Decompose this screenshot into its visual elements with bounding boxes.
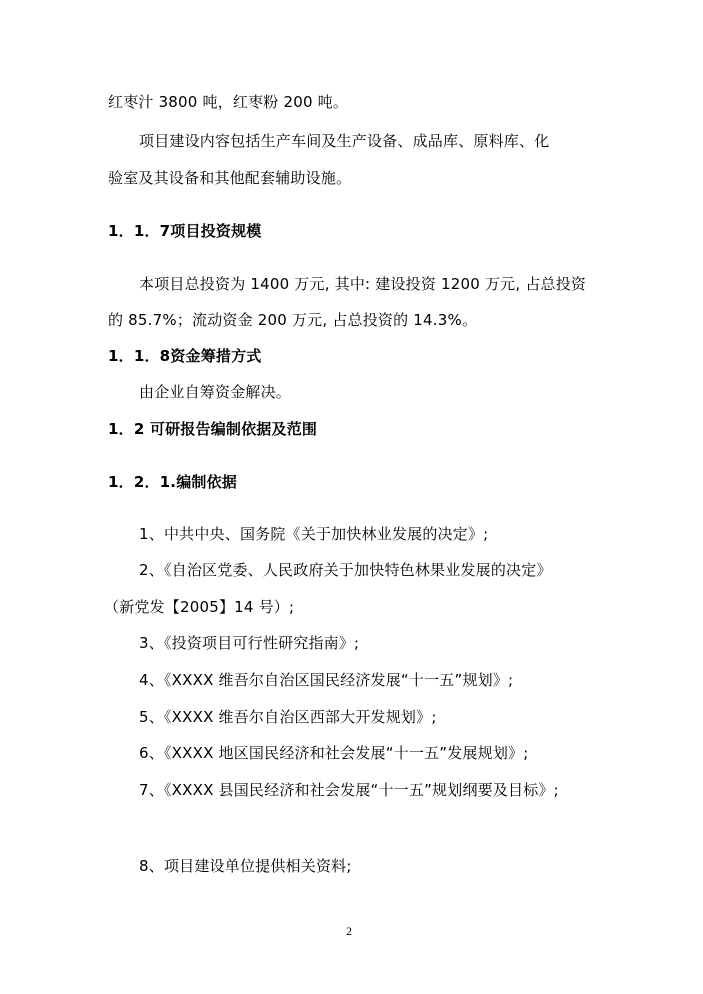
paragraph-line: 本项目总投资为 1400 万元, 其中: 建设投资 1200 万元, 占总投资	[139, 275, 587, 293]
reference-item: 8、项目建设单位提供相关资料;	[139, 857, 352, 875]
paragraph-line: 红枣汁 3800 吨，红枣粉 200 吨。	[108, 93, 349, 111]
paragraph-line: 由企业自筹资金解决。	[139, 383, 292, 401]
paragraph-line: 的 85.7%；流动资金 200 万元, 占总投资的 14.3%。	[108, 311, 478, 329]
reference-item: 6、《XXXX 地区国民经济和社会发展“十一五”发展规划》;	[139, 744, 529, 762]
reference-item: 2、《自治区党委、人民政府关于加快特色林果业发展的决定》	[139, 561, 552, 579]
reference-item: 4、《XXXX 维吾尔自治区国民经济发展“十一五”规划》;	[139, 671, 514, 689]
section-heading: 1．1．8资金筹措方式	[108, 347, 262, 365]
paragraph-line: 项目建设内容包括生产车间及生产设备、成品库、原料库、化	[139, 132, 550, 150]
paragraph-line: 验室及其设备和其他配套辅助设施。	[108, 169, 352, 187]
reference-item: 7、《XXXX 县国民经济和社会发展“十一五”规划纲要及目标》;	[139, 781, 559, 799]
section-heading: 1．2 可研报告编制依据及范围	[108, 420, 318, 438]
reference-item: 1、中共中央、国务院《关于加快林业发展的决定》;	[139, 525, 489, 543]
reference-item-continuation: （新党发【2005】14 号）;	[104, 598, 295, 616]
section-heading: 1．1．7项目投资规模	[108, 222, 262, 240]
page-number: 2	[346, 924, 352, 938]
section-heading: 1．2．1.编制依据	[108, 473, 238, 491]
reference-item: 5、《XXXX 维吾尔自治区西部大开发规划》;	[139, 708, 437, 726]
reference-item: 3、《投资项目可行性研究指南》;	[139, 634, 360, 652]
